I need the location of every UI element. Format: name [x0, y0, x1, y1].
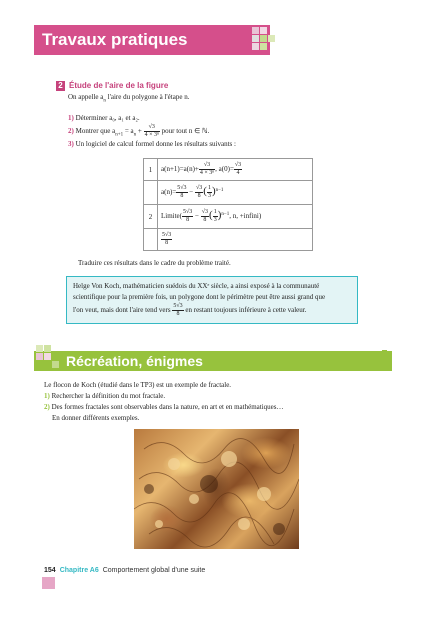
row-index: 2 — [144, 205, 158, 229]
travaux-title: Travaux pratiques — [42, 30, 188, 49]
page-number: 154 — [44, 567, 56, 574]
fractal-image — [134, 429, 299, 549]
koch-line-1: Helge Von Koch, mathématicien suédois du XXᵉ siècle, a ainsi exposé à la communauté — [73, 282, 320, 290]
section-heading — [56, 81, 168, 91]
recreation-intro: Le flocon de Koch (étudié dans le TP3) est un exemple de fractale. — [44, 381, 232, 389]
page-footer — [44, 567, 205, 574]
cas-output-table — [143, 158, 313, 251]
table-row — [144, 159, 313, 181]
recreation-title: Récréation, énigmes — [66, 353, 203, 369]
koch-info-box — [66, 276, 358, 324]
recreation-question-1: 1) Rechercher la définition du mot fractale. — [44, 392, 166, 400]
section-number: 2 — [56, 81, 65, 91]
table-row — [144, 205, 313, 229]
decorative-square — [42, 577, 55, 589]
question-3: 3) Un logiciel de calcul formel donne les résultats suivants : — [68, 140, 236, 148]
travaux-pratiques-banner — [34, 25, 270, 55]
closed-form-cell: a(n)= $\frac{5√3}{8}$ − $\frac{√3}{8}$ ( $\frac{1}{3}$ )$^{n-1}$ — [158, 181, 313, 205]
table-row — [144, 229, 313, 251]
fractal-pattern — [134, 429, 299, 549]
limit-result-cell: $\frac{5√3}{8}$ — [158, 229, 313, 251]
recreation-question-2b: En donner différents exemples. — [52, 414, 140, 422]
table-row — [144, 181, 313, 205]
section-intro: On appelle $a_n$ l'aire du polygone à l'étape n. — [68, 93, 190, 104]
chapter-label: Chapitre A6 — [59, 567, 99, 574]
decorative-squares — [244, 27, 274, 57]
recreation-banner — [34, 351, 392, 371]
decorative-square — [382, 350, 387, 355]
koch-line-2: scientifique pour la première fois, un polygone dont le périmètre peut être aussi grand que — [73, 293, 326, 301]
koch-line-3: l'on veut, mais dont l'aire tend vers $\frac{5√3}{8}$ en restant toujours inférieure à cette valeur. — [73, 303, 307, 317]
translate-instruction: Traduire ces résultats dans le cadre du problème traité. — [78, 259, 231, 267]
decorative-squares — [36, 345, 62, 373]
section-title: Étude de l'aire de la figure — [69, 81, 169, 90]
question-1: 1) Déterminer a₀, a₁ et a₂. — [68, 114, 140, 122]
question-2: 2) Montrer que $a_{n+1} = a_n$ + $\frac{√3}{\text{4 × 3ⁿ}}$ pour tout n ∈ ℕ. — [68, 124, 210, 138]
chapter-title: Comportement global d'une suite — [102, 567, 206, 574]
recreation-question-2: 2) Des formes fractales sont observables dans la nature, en art et en mathématiques… — [44, 403, 284, 411]
row-index: 1 — [144, 159, 158, 181]
limit-cell: Limite( $\frac{5√3}{8}$ − $\frac{√3}{8}$ ( $\frac{1}{3}$ )$^{n-1}$, n, +infini) — [158, 205, 313, 229]
recurrence-cell: a(n+1)=a(n)+ $\frac{√3}{\text{4 × 3ⁿ}}$ , a(0)= $\frac{√3}{4}$ — [158, 159, 313, 181]
